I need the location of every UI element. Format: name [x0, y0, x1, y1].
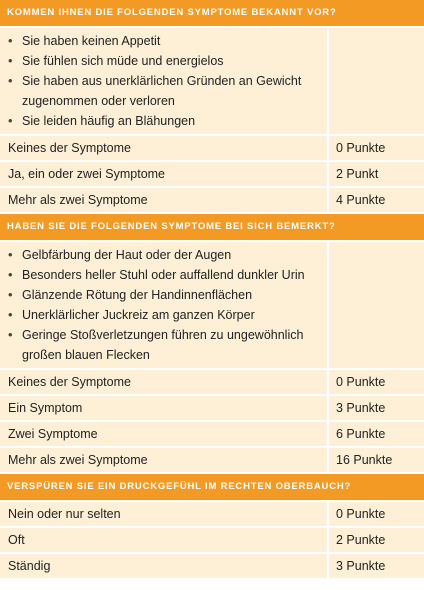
score-row	[0, 502, 424, 526]
section-upper-abdomen-pressure	[0, 474, 424, 578]
score-points: 2 Punkt	[327, 162, 424, 186]
symptom-item: • Gelbfärbung der Haut oder der Augen	[6, 245, 321, 265]
symptom-item: • Glänzende Rötung der Handinnenflächen	[6, 285, 321, 305]
empty-points-cell	[327, 242, 424, 368]
symptom-list-cell	[0, 28, 327, 134]
score-label: Keines der Symptome	[8, 375, 131, 389]
score-label: Ständig	[8, 559, 51, 573]
score-points: 3 Punkte	[327, 396, 424, 420]
score-row	[0, 396, 424, 420]
symptom-item: • Unerklärlicher Juckreiz am ganzen Körper	[6, 305, 321, 325]
score-points: 0 Punkte	[327, 136, 424, 160]
section-appetite-fatigue	[0, 0, 424, 212]
score-row	[0, 162, 424, 186]
score-row	[0, 528, 424, 552]
score-label: Ja, ein oder zwei Symptome	[8, 167, 166, 181]
empty-points-cell	[327, 28, 424, 134]
symptom-list	[6, 245, 321, 365]
score-label: Oft	[8, 533, 25, 547]
score-label: Nein oder nur selten	[8, 507, 121, 521]
symptom-item: • Sie haben keinen Appetit	[6, 31, 321, 51]
symptom-item: • Besonders heller Stuhl oder auffallend dunkler Urin	[6, 265, 321, 285]
score-points: 0 Punkte	[327, 502, 424, 526]
symptom-list-cell	[0, 242, 327, 368]
score-row	[0, 188, 424, 212]
symptom-list-row	[0, 28, 424, 134]
score-points: 6 Punkte	[327, 422, 424, 446]
score-label: Keines der Symptome	[8, 141, 131, 155]
score-label: Zwei Symptome	[8, 427, 98, 441]
section-header: KOMMEN IHNEN DIE FOLGENDEN SYMPTOME BEKANNT VOR?	[0, 0, 424, 26]
score-row	[0, 422, 424, 446]
score-points: 2 Punkte	[327, 528, 424, 552]
section-header: VERSPÜREN SIE EIN DRUCKGEFÜHL IM RECHTEN OBERBAUCH?	[0, 474, 424, 500]
symptom-item: • Sie haben aus unerklärlichen Gründen an Gewicht zugenommen oder verloren	[6, 71, 321, 111]
symptom-item: • Sie leiden häufig an Blähungen	[6, 111, 321, 131]
score-label: Mehr als zwei Symptome	[8, 193, 148, 207]
score-points: 3 Punkte	[327, 554, 424, 578]
score-points: 16 Punkte	[327, 448, 424, 472]
section-header: HABEN SIE DIE FOLGENDEN SYMPTOME BEI SICH BEMERKT?	[0, 214, 424, 240]
score-row	[0, 370, 424, 394]
section-liver-signs	[0, 214, 424, 472]
score-points: 0 Punkte	[327, 370, 424, 394]
score-row	[0, 448, 424, 472]
score-row	[0, 136, 424, 160]
score-label: Ein Symptom	[8, 401, 83, 415]
score-row	[0, 554, 424, 578]
symptom-list	[6, 31, 321, 131]
symptom-item: • Geringe Stoßverletzungen führen zu ungewöhnlich großen blauen Flecken	[6, 325, 321, 365]
symptom-list-row	[0, 242, 424, 368]
symptom-item: • Sie fühlen sich müde und energielos	[6, 51, 321, 71]
score-label: Mehr als zwei Symptome	[8, 453, 148, 467]
score-points: 4 Punkte	[327, 188, 424, 212]
